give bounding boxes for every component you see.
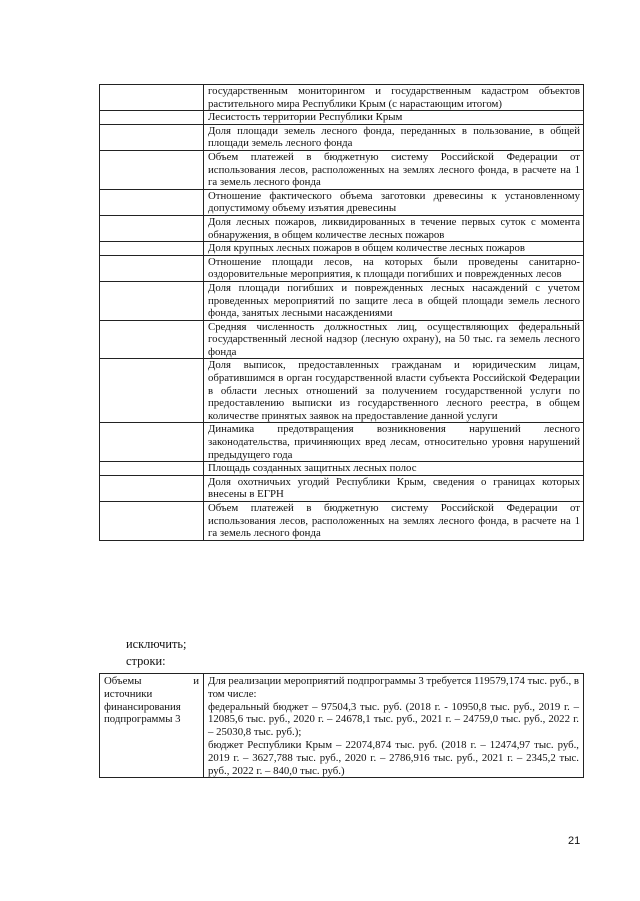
table-row bbox=[100, 189, 584, 215]
indicator-cell: государственным мониторингом и государственным кадастром объектов растительного мира Республики Крым (с нарастающим итогом) bbox=[204, 85, 584, 111]
indicator-cell: Доля крупных лесных пожаров в общем количестве лесных пожаров bbox=[204, 242, 584, 256]
empty-cell bbox=[100, 320, 204, 359]
empty-cell bbox=[100, 111, 204, 125]
finance-label: Объемы и источники финансирования подпрограммы 3 bbox=[100, 674, 204, 778]
table-row bbox=[100, 475, 584, 501]
indicator-cell: Доля выписок, предоставленных гражданам и юридическим лицам, обратившимся в орган государственной власти субъекта Российской Федерации в области лесных отношений за получением государственной услуги по предоставлению выписки из государственного лесного реестра, в общем количестве принятых заявок на предоставление данной услуги bbox=[204, 359, 584, 423]
table-row bbox=[100, 111, 584, 125]
page-number: 21 bbox=[568, 835, 581, 847]
indicator-cell: Средняя численность должностных лиц, осуществляющих федеральный государственный лесной надзор (лесную охрану), на 50 тыс. га земель лесного фонда bbox=[204, 320, 584, 359]
table-row bbox=[100, 423, 584, 462]
table-row bbox=[100, 255, 584, 281]
empty-cell bbox=[100, 475, 204, 501]
indicator-cell: Динамика предотвращения возникновения нарушений лесного законодательства, причиняющих вред лесам, относительно уровня нарушений предыдущего года bbox=[204, 423, 584, 462]
empty-cell bbox=[100, 189, 204, 215]
indicator-cell: Площадь созданных защитных лесных полос bbox=[204, 462, 584, 476]
table-row bbox=[100, 215, 584, 241]
empty-cell bbox=[100, 85, 204, 111]
empty-cell bbox=[100, 502, 204, 541]
empty-cell bbox=[100, 124, 204, 150]
table-row bbox=[100, 85, 584, 111]
indicator-cell: Лесистость территории Республики Крым bbox=[204, 111, 584, 125]
table-row bbox=[100, 124, 584, 150]
indicator-cell: Доля площади погибших и поврежденных лесных насаждений с учетом проведенных мероприятий по защите леса в общей площади земель лесного фонда, занятых лесными насаждениями bbox=[204, 281, 584, 320]
table-row bbox=[100, 242, 584, 256]
finance-federal: федеральный бюджет – 97504,3 тыс. руб. (2018 г. - 10950,8 тыс. руб., 2019 г. – 12085,6 тыс. руб., 2020 г. – 24678,1 тыс. руб., 2021 г. – 24759,0 тыс. руб., 2022 г. – 25030,8 тыс. руб.); bbox=[208, 700, 579, 739]
table-row bbox=[100, 150, 584, 189]
empty-cell bbox=[100, 423, 204, 462]
finance-regional: бюджет Республики Крым – 22074,874 тыс. руб. (2018 г. – 12474,97 тыс. руб., 2019 г. – 3627,788 тыс. руб., 2020 г. – 2786,916 тыс. руб., 2021 г. – 2345,2 тыс. руб., 2022 г. – 840,0 тыс. руб.) bbox=[208, 738, 579, 777]
indicator-cell: Доля охотничьих угодий Республики Крым, сведения о границах которых внесены в ЕГРН bbox=[204, 475, 584, 501]
indicator-cell: Доля площади земель лесного фонда, переданных в пользование, в общей площади земель лесного фонда bbox=[204, 124, 584, 150]
empty-cell bbox=[100, 281, 204, 320]
finance-table bbox=[99, 673, 584, 778]
table-row bbox=[100, 281, 584, 320]
finance-total: Для реализации мероприятий подпрограммы 3 требуется 119579,174 тыс. руб., в том числе: bbox=[208, 675, 579, 700]
empty-cell bbox=[100, 462, 204, 476]
table-row bbox=[100, 502, 584, 541]
lines-instruction: строки: bbox=[126, 654, 166, 668]
empty-cell bbox=[100, 242, 204, 256]
finance-description bbox=[204, 674, 584, 778]
indicator-cell: Объем платежей в бюджетную систему Российской Федерации от использования лесов, расположенных на землях лесного фонда, в расчете на 1 га земель лесного фонда bbox=[204, 150, 584, 189]
indicators-table bbox=[99, 84, 584, 541]
empty-cell bbox=[100, 359, 204, 423]
indicator-cell: Доля лесных пожаров, ликвидированных в течение первых суток с момента обнаружения, в общем количестве лесных пожаров bbox=[204, 215, 584, 241]
indicator-cell: Отношение площади лесов, на которых были проведены санитарно-оздоровительные мероприятия, к площади погибших и поврежденных лесов bbox=[204, 255, 584, 281]
indicator-cell: Отношение фактического объема заготовки древесины к установленному допустимому объему изъятия древесины bbox=[204, 189, 584, 215]
table-row bbox=[100, 674, 584, 778]
table-row bbox=[100, 462, 584, 476]
empty-cell bbox=[100, 255, 204, 281]
indicator-cell: Объем платежей в бюджетную систему Российской Федерации от использования лесов, расположенных на землях лесного фонда, в расчете на 1 га земель лесного фонда bbox=[204, 502, 584, 541]
exclude-instruction: исключить; bbox=[126, 637, 187, 651]
table-row bbox=[100, 320, 584, 359]
table-row bbox=[100, 359, 584, 423]
empty-cell bbox=[100, 215, 204, 241]
empty-cell bbox=[100, 150, 204, 189]
